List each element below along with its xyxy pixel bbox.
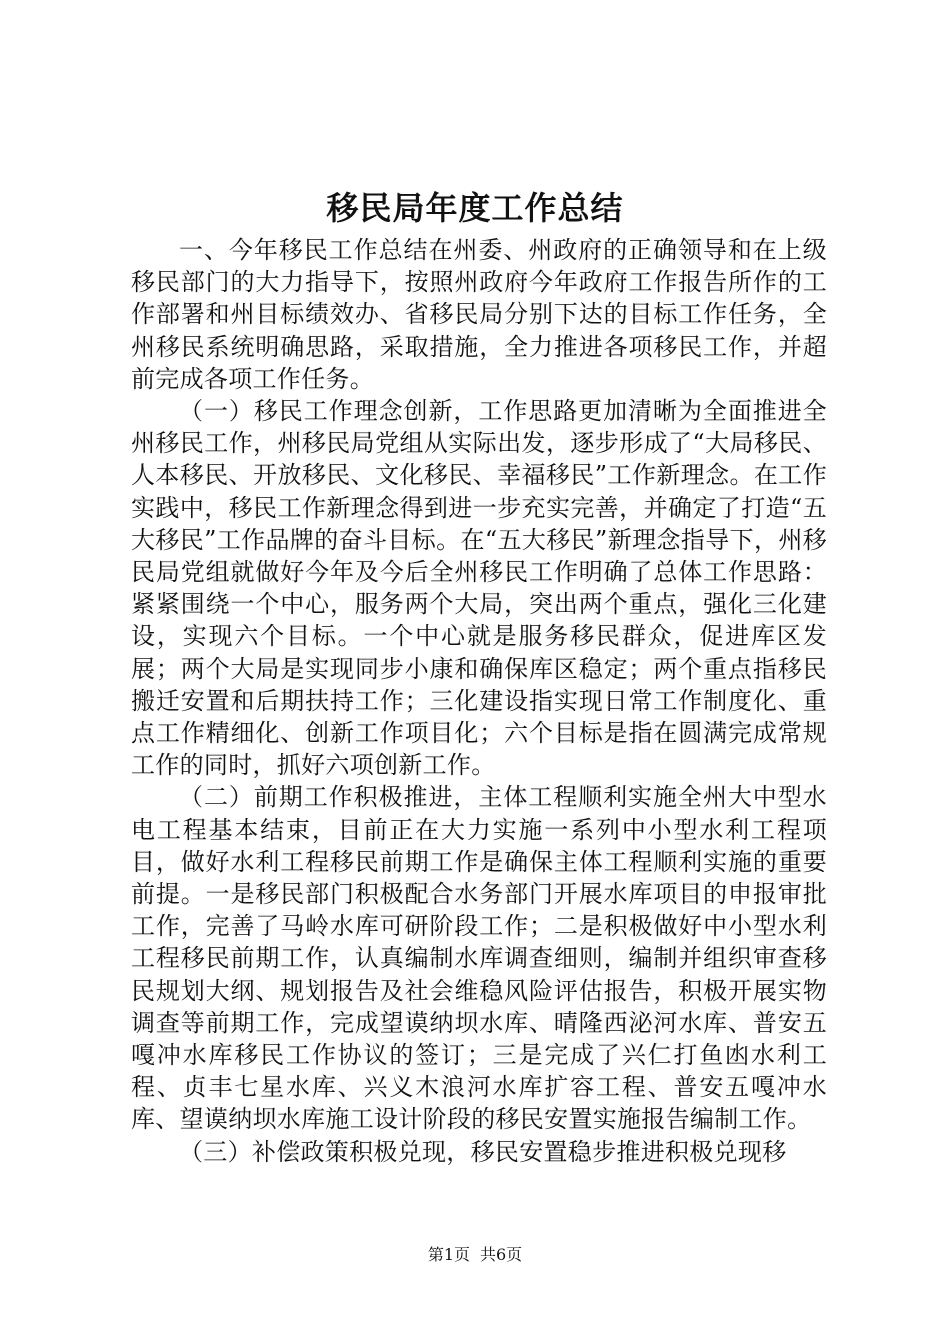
page-total: 共6页	[480, 1245, 523, 1264]
paragraph-section-3: （三）补偿政策积极兑现，移民安置稳步推进积极兑现移	[179, 1137, 787, 1166]
page-number: 第1页	[427, 1245, 470, 1264]
paragraph-intro: 一、今年移民工作总结在州委、州政府的正确领导和在上级移民部门的大力指导下，按照州政府今年政府工作报告所作的工作部署和州目标绩效办、省移民局分别下达的目标工作任务，全州移民系统明确思路，采取措施，全力推进各项移民工作，并超前完成各项工作任务。	[131, 236, 827, 393]
paragraph-section-1: （一）移民工作理念创新，工作思路更加清晰为全面推进全州移民工作，州移民局党组从实际出发，逐步形成了“大局移民、人本移民、开放移民、文化移民、幸福移民”工作新理念。在工作实践中，移民工作新理念得到进一步充实完善，并确定了打造“五大移民”工作品牌的奋斗目标。在“五大移民”新理念指导下，州移民局党组就做好今年及今后全州移民工作明确了总体工作思路：紧紧围绕一个中心，服务两个大局，突出两个重点，强化三化建设，实现六个目标。一个中心就是服务移民群众，促进库区发展；两个大局是实现同步小康和确保库区稳定；两个重点指移民搬迁安置和后期扶持工作；三化建设指实现日常工作制度化、重点工作精细化、创新工作项目化；六个目标是指在圆满完成常规工作的同时，抓好六项创新工作。	[131, 397, 827, 780]
document-title: 移民局年度工作总结	[326, 189, 624, 227]
page-footer	[0, 1244, 950, 1266]
paragraph-section-2: （二）前期工作积极推进，主体工程顺利实施全州大中型水电工程基本结束，目前正在大力实施一系列中小型水利工程项目，做好水利工程移民前期工作是确保主体工程顺利实施的重要前提。一是移民部门积极配合水务部门开展水库项目的申报审批工作，完善了马岭水库可研阶段工作；二是积极做好中小型水利工程移民前期工作，认真编制水库调查细则，编制并组织审查移民规划大纲、规划报告及社会维稳风险评估报告，积极开展实物调查等前期工作，完成望谟纳坝水库、晴隆西泌河水库、普安五嘎冲水库移民工作协议的签订；三是完成了兴仁打鱼凼水利工程、贞丰七星水库、兴义木浪河水库扩容工程、普安五嘎冲水库、望谟纳坝水库施工设计阶段的移民安置实施报告编制工作。	[131, 783, 827, 1134]
document-body	[131, 234, 827, 1168]
